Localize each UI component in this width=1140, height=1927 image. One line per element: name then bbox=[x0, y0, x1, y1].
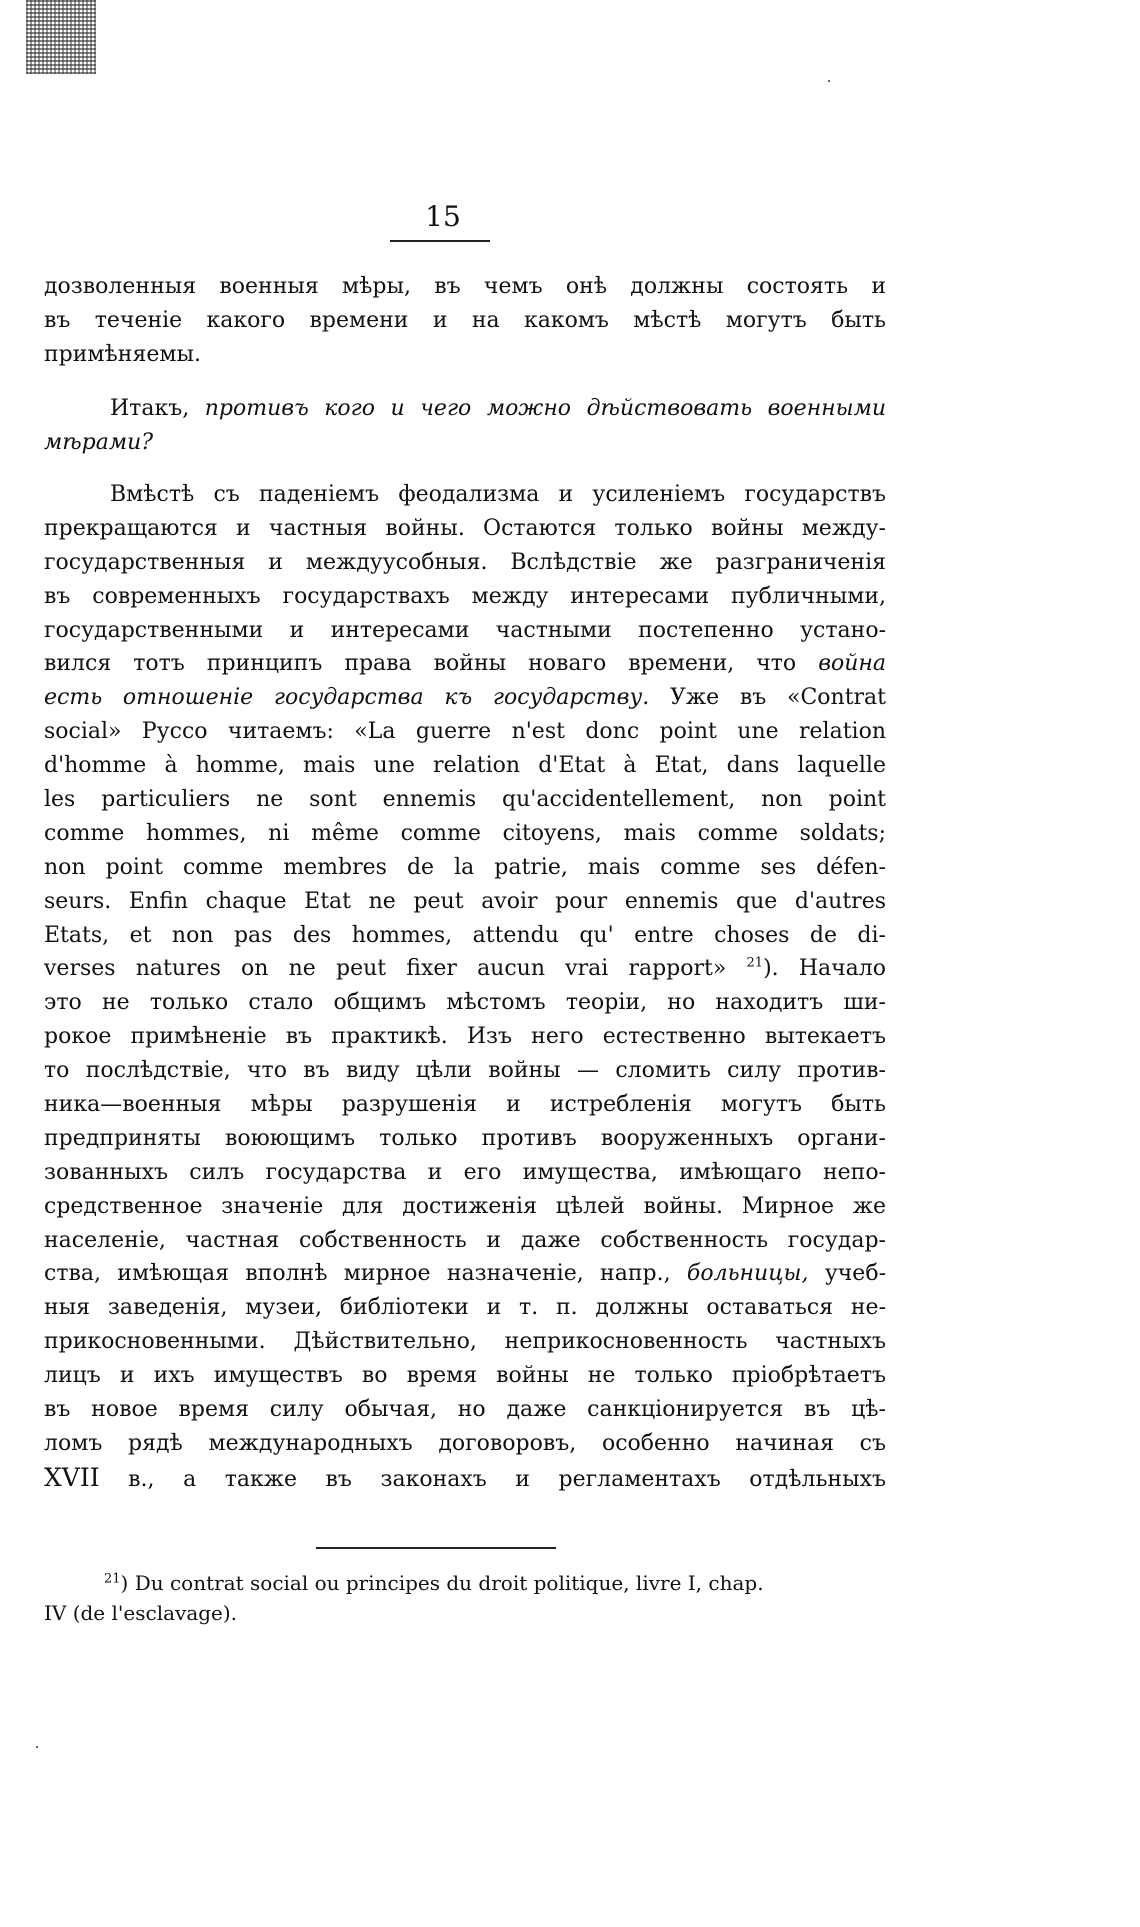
text-line: лицъ и ихъ имуществъ во время войны не только пріобрѣтаетъ bbox=[44, 1363, 886, 1389]
text-line: въ теченіе какого времени и на какомъ мѣстѣ могутъ быть bbox=[44, 307, 886, 333]
text-line: Etats, et non pas des hommes, attendu qu' entre choses de di- bbox=[44, 922, 886, 948]
page-number: 15 bbox=[425, 200, 461, 233]
text-line bbox=[44, 426, 886, 460]
italic-segment: война bbox=[818, 651, 886, 677]
text-line: comme hommes, ni même comme citoyens, mais comme soldats; bbox=[44, 820, 886, 846]
footnote bbox=[44, 1568, 886, 1628]
text-line: зованныхъ силъ государства и его имущества, имѣющаго непо- bbox=[44, 1159, 886, 1185]
text-line: примѣняемы. bbox=[44, 341, 201, 367]
scan-speck bbox=[828, 80, 830, 82]
footnote-marker: 21 bbox=[104, 1571, 121, 1587]
text-line: seurs. Enfin chaque Etat ne peut avoir pour ennemis que d'autres bbox=[44, 888, 886, 914]
question-lead: Итакъ, bbox=[110, 396, 190, 421]
text-line: Вмѣстѣ съ паденіемъ феодализма и усиленіемъ государствъ bbox=[110, 482, 886, 507]
question-italic: противъ кого и чего можно дѣйствовать военными bbox=[204, 396, 886, 421]
footnote-text: ) Du contrat social ou principes du droit politique, livre I, chap. bbox=[120, 1571, 764, 1595]
scan-speck bbox=[36, 1746, 38, 1748]
text-line bbox=[44, 952, 886, 986]
text-segment: verses natures on ne peut fixer aucun vrai rapport» bbox=[44, 956, 727, 982]
text-line: ломъ рядѣ международныхъ договоровъ, особенно начиная съ bbox=[44, 1430, 886, 1456]
paragraph-main bbox=[44, 478, 886, 1495]
footnote-ref[interactable]: 21 bbox=[746, 956, 764, 972]
text-line: рокое примѣненіе въ практикѣ. Изъ него естественно вытекаетъ bbox=[44, 1024, 886, 1050]
text-segment: ). Начало bbox=[763, 956, 886, 982]
paragraph-question bbox=[44, 392, 886, 460]
text-line bbox=[44, 681, 886, 715]
scan-corner-mark bbox=[26, 0, 96, 74]
text-line: предприняты воюющимъ только противъ вооруженныхъ органи- bbox=[44, 1125, 886, 1151]
text-line: государственными и интересами частными постепенно устано- bbox=[44, 617, 886, 643]
text-line: прекращаются и частныя войны. Остаются только войны между- bbox=[44, 515, 886, 541]
text-line: non point comme membres de la patrie, mais comme ses défen- bbox=[44, 854, 886, 880]
text-line: въ современныхъ государствахъ между интересами публичными, bbox=[44, 583, 886, 609]
text-line bbox=[44, 392, 886, 426]
text-line: это не только стало общимъ мѣстомъ теоріи, но находитъ ши- bbox=[44, 990, 886, 1016]
roman-numeral: XVII bbox=[44, 1462, 100, 1492]
text-line: средственное значеніе для достиженія цѣлей войны. Мирное же bbox=[44, 1193, 886, 1219]
text-line bbox=[44, 1257, 886, 1291]
text-segment: вился тотъ принципъ права войны новаго времени, что bbox=[44, 651, 797, 677]
text-line: d'homme à homme, mais une relation d'Etat à Etat, dans laquelle bbox=[44, 753, 886, 779]
text-line: населеніе, частная собственность и даже собственность государ- bbox=[44, 1227, 886, 1253]
question-italic: мѣрами? bbox=[44, 429, 154, 455]
footnote-rule bbox=[316, 1547, 556, 1549]
text-line: дозволенныя военныя мѣры, въ чемъ онѣ должны состоять и bbox=[44, 274, 886, 299]
text-line bbox=[44, 647, 886, 681]
text-line: государственныя и междуусобныя. Вслѣдствіе же разграниченія bbox=[44, 549, 886, 575]
text-segment: ства, имѣющая вполнѣ мирное назначеніе, напр., bbox=[44, 1261, 671, 1287]
text-line: social» Руссо читаемъ: «La guerre n'est donc point une relation bbox=[44, 719, 886, 745]
text-segment: в., а также въ законахъ и регламентахъ отдѣльныхъ bbox=[128, 1466, 886, 1492]
text-line: ника—военныя мѣры разрушенія и истребленія могутъ быть bbox=[44, 1092, 886, 1118]
footnote-line bbox=[44, 1568, 886, 1598]
header-rule bbox=[390, 240, 490, 242]
italic-segment: есть отношеніе государства къ государству. bbox=[44, 685, 650, 711]
paragraph-1 bbox=[44, 270, 886, 372]
text-line: то послѣдствіе, что въ виду цѣли войны — сломить силу против- bbox=[44, 1058, 886, 1084]
text-segment: учеб- bbox=[824, 1261, 886, 1287]
text-line: ныя заведенія, музеи, библіотеки и т. п. должны оставаться не- bbox=[44, 1295, 886, 1321]
text-line: прикосновенными. Дѣйствительно, неприкосновенность частныхъ bbox=[44, 1329, 886, 1355]
text-line: les particuliers ne sont ennemis qu'accidentellement, non point bbox=[44, 787, 886, 813]
text-segment: Уже въ «Contrat bbox=[669, 685, 886, 711]
text-line: въ новое время силу обычая, но даже санкціонируется въ цѣ- bbox=[44, 1397, 886, 1423]
footnote-line: IV (de l'esclavage). bbox=[44, 1601, 238, 1625]
text-line bbox=[44, 1461, 886, 1495]
italic-segment: больницы, bbox=[686, 1261, 809, 1287]
